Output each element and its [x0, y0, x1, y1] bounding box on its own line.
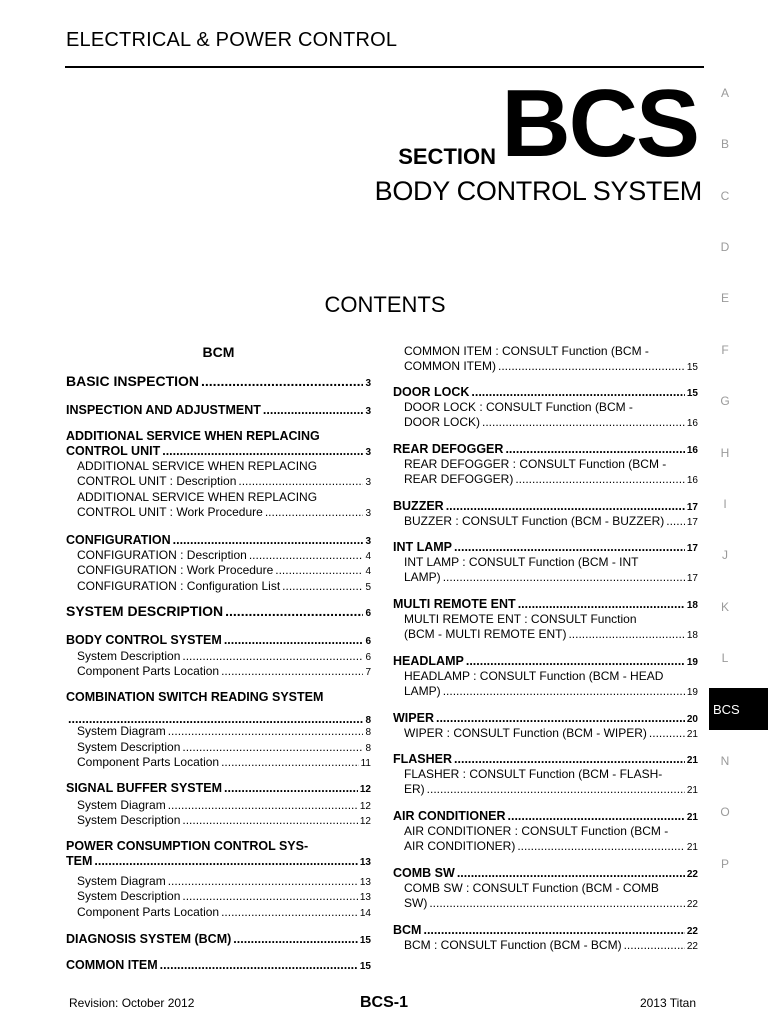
- toc-entry-title: DIAGNOSIS SYSTEM (BCM): [66, 932, 232, 946]
- toc-leader-dots: [649, 726, 685, 741]
- toc-page-number: 16: [686, 475, 698, 486]
- toc-entry-title: CONFIGURATION: [66, 533, 171, 547]
- toc-entry-title: Component Parts Location: [77, 664, 220, 678]
- toc-entry-title: REAR DEFOGGER: [393, 442, 504, 456]
- contents-title: CONTENTS: [324, 292, 446, 317]
- toc-subentry[interactable]: [393, 457, 698, 488]
- toc-page-number: 12: [359, 784, 371, 795]
- toc-page-number: 4: [365, 566, 371, 577]
- side-index-letter-o[interactable]: O: [720, 805, 730, 819]
- toc-entry[interactable]: [66, 403, 371, 419]
- toc-leader-dots: [160, 958, 358, 973]
- toc-entry-title: MULTI REMOTE ENT: [393, 597, 516, 611]
- toc-entry-title: ADDITIONAL SERVICE WHEN REPLACING: [77, 459, 318, 473]
- side-index-letter-p[interactable]: P: [720, 857, 729, 871]
- toc-entry-title: WIPER: [393, 711, 434, 725]
- toc-page-number: 22: [686, 869, 698, 880]
- side-index-letter-d[interactable]: D: [720, 240, 730, 254]
- toc-entry-title: INT LAMP : CONSULT Function (BCM - INT: [404, 555, 639, 569]
- toc-subentry[interactable]: [393, 344, 698, 375]
- toc-leader-dots: [221, 905, 358, 920]
- toc-page-number: 17: [686, 517, 698, 528]
- toc-leader-dots: [508, 809, 685, 824]
- toc-page-number: 16: [686, 418, 698, 429]
- toc-entry-title: CONFIGURATION : Work Procedure: [77, 563, 274, 577]
- toc-page-number: 6: [365, 636, 371, 647]
- toc-entry[interactable]: [393, 866, 698, 882]
- toc-entry-title: System Description: [77, 649, 181, 663]
- toc-subentry[interactable]: [66, 755, 371, 771]
- toc-entry[interactable]: [393, 809, 698, 825]
- toc-entry-title: COMBINATION SWITCH READING SYSTEM: [66, 690, 324, 704]
- toc-entry-title: FLASHER : CONSULT Function (BCM - FLASH-: [404, 767, 663, 781]
- toc-entry-title: HEADLAMP: [393, 654, 464, 668]
- side-index-letter-c[interactable]: C: [720, 189, 730, 203]
- toc-leader-dots: [265, 505, 364, 520]
- toc-leader-dots: [201, 374, 363, 389]
- toc-leader-dots: [224, 781, 358, 796]
- toc-leader-dots: [168, 724, 364, 739]
- side-index-letter-n[interactable]: N: [720, 754, 730, 768]
- toc-entry-title: System Diagram: [77, 874, 166, 888]
- toc-entry-title: Component Parts Location: [77, 755, 220, 769]
- toc-leader-dots: [225, 604, 363, 619]
- toc-leader-dots: [182, 889, 358, 904]
- toc-entry-title: System Diagram: [77, 724, 166, 738]
- toc-subentry[interactable]: [393, 555, 698, 586]
- toc-leader-dots: [249, 548, 364, 563]
- footer-revision: Revision: October 2012: [69, 996, 195, 1010]
- toc-entry-title-continued: SW): [404, 896, 428, 910]
- toc-page-number: 8: [365, 727, 371, 738]
- toc-page-number: 4: [365, 551, 371, 562]
- toc-entry-title: WIPER : CONSULT Function (BCM - WIPER): [404, 726, 647, 740]
- toc-leader-dots: [221, 664, 363, 679]
- toc-entry[interactable]: [393, 654, 698, 670]
- toc-entry-title-continued: (BCM - MULTI REMOTE ENT): [404, 627, 567, 641]
- toc-page-number: 3: [365, 447, 371, 458]
- side-index-letter-a[interactable]: A: [720, 86, 729, 100]
- toc-leader-dots: [162, 444, 363, 459]
- toc-subentry[interactable]: [66, 649, 371, 665]
- toc-leader-dots: [423, 923, 684, 938]
- toc-entry-title: SIGNAL BUFFER SYSTEM: [66, 781, 223, 795]
- toc-page-number: 11: [360, 758, 371, 769]
- toc-page-number: 8: [365, 743, 371, 754]
- toc-entry-title: HEADLAMP : CONSULT Function (BCM - HEAD: [404, 669, 664, 683]
- toc-subentry[interactable]: [66, 664, 371, 680]
- toc-leader-dots: [168, 874, 358, 889]
- toc-entry-title: SYSTEM DESCRIPTION: [66, 603, 224, 619]
- toc-entry[interactable]: [393, 711, 698, 727]
- header-title: ELECTRICAL & POWER CONTROL: [66, 29, 398, 51]
- toc-entry-title: MULTI REMOTE ENT : CONSULT Function: [404, 612, 637, 626]
- toc-entry-title: COMB SW: [393, 866, 455, 880]
- toc-subentry[interactable]: [66, 740, 371, 756]
- toc-entry-title-continued: COMMON ITEM): [404, 359, 496, 373]
- toc-entry[interactable]: [66, 633, 371, 649]
- toc-page-number: 13: [359, 877, 371, 888]
- toc-page-number: 18: [686, 600, 698, 611]
- toc-page-number: 15: [359, 935, 371, 946]
- toc-subentry[interactable]: [66, 579, 371, 595]
- toc-entry-title: AIR CONDITIONER : CONSULT Function (BCM -: [404, 824, 669, 838]
- toc-leader-dots: [517, 839, 685, 854]
- toc-entry-title-continued: REAR DEFOGGER): [404, 472, 514, 486]
- toc-leader-dots: [238, 474, 363, 489]
- toc-leader-dots: [427, 782, 685, 797]
- toc-page-number: 15: [686, 362, 698, 373]
- toc-page-number: 12: [359, 801, 371, 812]
- toc-leader-dots: [505, 442, 684, 457]
- toc-entry-title-continued: DOOR LOCK): [404, 415, 481, 429]
- toc-subentry[interactable]: [393, 726, 698, 742]
- toc-leader-dots: [94, 854, 357, 869]
- toc-entry-title-continued: TEM: [66, 854, 93, 868]
- toc-entry-title: BASIC INSPECTION: [66, 373, 200, 389]
- toc-entry-title: System Description: [77, 889, 181, 903]
- toc-page-number: 12: [359, 816, 371, 827]
- toc-entry[interactable]: [66, 958, 371, 974]
- toc-entry-title: System Description: [77, 740, 181, 754]
- toc-page-number: 16: [686, 445, 698, 456]
- toc-leader-dots: [233, 932, 358, 947]
- toc-leader-dots: [568, 627, 684, 642]
- toc-page-number: 6: [365, 652, 371, 663]
- toc-subentry[interactable]: [393, 612, 698, 643]
- side-index-letter-k[interactable]: K: [720, 600, 729, 614]
- toc-group-title: BCM: [202, 344, 235, 360]
- toc-entry[interactable]: [393, 752, 698, 768]
- toc-leader-dots: [457, 866, 685, 881]
- toc-page-number: 22: [686, 899, 698, 910]
- header-rule: [65, 66, 704, 68]
- toc-page-number: 15: [359, 961, 371, 972]
- toc-entry-title: BUZZER : CONSULT Function (BCM - BUZZER): [404, 514, 665, 528]
- toc-subentry[interactable]: [393, 514, 698, 530]
- toc-leader-dots: [221, 755, 359, 770]
- toc-entry-title: BCM: [393, 923, 422, 937]
- toc-entry[interactable]: [393, 540, 698, 556]
- footer-model: 2013 Titan: [639, 996, 696, 1010]
- toc-page-number: 6: [365, 608, 371, 619]
- toc-page-number: 7: [365, 667, 371, 678]
- toc-page-number: 3: [365, 536, 371, 547]
- toc-entry[interactable]: [393, 923, 698, 939]
- toc-page-number: 3: [365, 378, 371, 389]
- toc-page-number: 21: [686, 785, 698, 796]
- toc-leader-dots: [173, 533, 364, 548]
- toc-entry[interactable]: [393, 442, 698, 458]
- toc-page-number: 15: [686, 388, 698, 399]
- toc-entry-title-continued: CONTROL UNIT : Description: [77, 474, 237, 488]
- toc-entry[interactable]: [393, 597, 698, 613]
- toc-entry-title: ADDITIONAL SERVICE WHEN REPLACING: [77, 490, 318, 504]
- toc-entry-title: COMMON ITEM : CONSULT Function (BCM -: [404, 344, 649, 358]
- toc-page-number: 17: [686, 502, 698, 513]
- toc-subentry[interactable]: [66, 813, 371, 829]
- toc-leader-dots: [454, 540, 685, 555]
- side-index-letter-i[interactable]: I: [723, 497, 727, 511]
- toc-entry-title: COMB SW : CONSULT Function (BCM - COMB: [404, 881, 659, 895]
- toc-subentry[interactable]: [393, 938, 698, 954]
- toc-leader-dots: [224, 633, 364, 648]
- toc-entry-title: DOOR LOCK : CONSULT Function (BCM -: [404, 400, 633, 414]
- toc-entry-title: COMMON ITEM: [66, 958, 158, 972]
- toc-entry-title-continued: CONTROL UNIT : Work Procedure: [77, 505, 263, 519]
- toc-entry[interactable]: [66, 429, 371, 460]
- toc-entry[interactable]: [66, 839, 371, 870]
- toc-leader-dots: [454, 752, 685, 767]
- toc-entry[interactable]: [66, 374, 371, 391]
- toc-page-number: 21: [686, 755, 698, 766]
- toc-page-number: 19: [686, 687, 698, 698]
- toc-leader-dots: [466, 654, 685, 669]
- side-index-letter-l[interactable]: L: [721, 651, 729, 665]
- toc-entry-title: CONFIGURATION : Configuration List: [77, 579, 281, 593]
- toc-subentry[interactable]: [66, 548, 371, 564]
- toc-subentry[interactable]: [66, 724, 371, 740]
- toc-page-number: 21: [686, 729, 698, 740]
- toc-page-number: 3: [365, 477, 371, 488]
- side-index-letter-b[interactable]: B: [720, 137, 729, 151]
- toc-entry-title: DOOR LOCK: [393, 385, 470, 399]
- toc-entry-title: INT LAMP: [393, 540, 453, 554]
- toc-page-number: 21: [686, 842, 698, 853]
- toc-leader-dots: [282, 579, 363, 594]
- toc-entry-title-continued: LAMP): [404, 684, 441, 698]
- toc-page-number: 21: [686, 812, 698, 823]
- toc-page-number: 5: [365, 582, 371, 593]
- toc-entry-title-continued: LAMP): [404, 570, 441, 584]
- toc-entry-title: AIR CONDITIONER: [393, 809, 506, 823]
- footer-page-number: BCS-1: [360, 994, 409, 1011]
- toc-subentry[interactable]: [66, 563, 371, 579]
- toc-entry-title: ADDITIONAL SERVICE WHEN REPLACING: [66, 429, 320, 443]
- section-name: BODY CONTROL SYSTEM: [374, 176, 702, 206]
- toc-entry[interactable]: [66, 932, 371, 948]
- toc-entry-title: POWER CONSUMPTION CONTROL SYS-: [66, 839, 309, 853]
- toc-page-number: 22: [686, 941, 698, 952]
- toc-subentry[interactable]: [66, 798, 371, 814]
- toc-leader-dots: [275, 563, 363, 578]
- toc-page-number: 8: [365, 715, 371, 726]
- toc-page-number: 13: [359, 892, 371, 903]
- side-index-letter-e[interactable]: E: [720, 291, 729, 305]
- side-index-letter-j[interactable]: J: [722, 548, 728, 562]
- toc-leader-dots: [498, 359, 685, 374]
- toc-entry-title-continued: AIR CONDITIONER): [404, 839, 516, 853]
- toc-subentry[interactable]: [66, 905, 371, 921]
- toc-leader-dots: [182, 649, 363, 664]
- toc-page-number: 3: [365, 406, 371, 417]
- toc-entry-title: System Description: [77, 813, 181, 827]
- toc-leader-dots: [482, 415, 685, 430]
- toc-subentry[interactable]: [393, 400, 698, 431]
- toc-page-number: 3: [365, 508, 371, 519]
- toc-leader-dots: [443, 684, 685, 699]
- side-index-active-tab[interactable]: BCS: [709, 688, 768, 730]
- toc-leader-dots: [515, 472, 685, 487]
- toc-right-column: [393, 344, 698, 984]
- toc-leader-dots: [429, 896, 685, 911]
- section-code: BCS: [501, 70, 698, 177]
- toc-page-number: 14: [359, 908, 371, 919]
- toc-entry-title: BCM : CONSULT Function (BCM - BCM): [404, 938, 622, 952]
- toc-entry-title: FLASHER: [393, 752, 453, 766]
- toc-subentry[interactable]: [393, 824, 698, 855]
- toc-leader-dots: [446, 499, 685, 514]
- toc-entry[interactable]: [66, 604, 371, 621]
- toc-leader-dots: [443, 570, 685, 585]
- toc-leader-dots: [168, 798, 358, 813]
- toc-entry[interactable]: [66, 533, 371, 549]
- toc-subentry[interactable]: [66, 459, 371, 490]
- toc-entry-title-continued: ER): [404, 782, 425, 796]
- toc-page-number: 20: [686, 714, 698, 725]
- toc-entry[interactable]: [66, 781, 371, 797]
- toc-entry-title: CONFIGURATION : Description: [77, 548, 247, 562]
- toc-entry-title: Component Parts Location: [77, 905, 220, 919]
- section-label: SECTION: [398, 144, 496, 169]
- toc-entry-title: BODY CONTROL SYSTEM: [66, 633, 222, 647]
- toc-entry-title-continued: CONTROL UNIT: [66, 444, 161, 458]
- toc-leader-dots: [471, 385, 684, 400]
- toc-leader-dots: [624, 938, 685, 953]
- toc-entry-title: REAR DEFOGGER : CONSULT Function (BCM -: [404, 457, 667, 471]
- toc-entry-title: BUZZER: [393, 499, 444, 513]
- toc-page-number: 17: [686, 573, 698, 584]
- toc-leader-dots: [518, 597, 685, 612]
- toc-leader-dots: [263, 403, 364, 418]
- side-index-letter-h[interactable]: H: [720, 446, 730, 460]
- toc-subentry[interactable]: [66, 490, 371, 521]
- toc-entry[interactable]: [393, 385, 698, 401]
- toc-subentry[interactable]: [393, 881, 698, 912]
- toc-subentry[interactable]: [66, 874, 371, 890]
- side-index-letter-f[interactable]: F: [721, 343, 729, 357]
- toc-entry-title: System Diagram: [77, 798, 166, 812]
- toc-subentry[interactable]: [393, 767, 698, 798]
- toc-left-column: [66, 344, 371, 984]
- toc-page-number: 19: [686, 657, 698, 668]
- toc-page-number: 18: [686, 630, 698, 641]
- toc-leader-dots: [666, 514, 685, 529]
- toc-subentry[interactable]: [66, 889, 371, 905]
- toc-page-number: 13: [359, 857, 371, 868]
- side-index-letter-g[interactable]: G: [720, 394, 730, 408]
- toc-page-number: 22: [686, 926, 698, 937]
- toc-leader-dots: [182, 740, 363, 755]
- toc-leader-dots: [182, 813, 358, 828]
- toc-subentry[interactable]: [393, 669, 698, 700]
- toc-entry[interactable]: [66, 690, 371, 728]
- toc-entry[interactable]: [393, 499, 698, 515]
- toc-page-number: 17: [686, 543, 698, 554]
- toc-leader-dots: [436, 711, 685, 726]
- toc-entry-title: INSPECTION AND ADJUSTMENT: [66, 403, 261, 417]
